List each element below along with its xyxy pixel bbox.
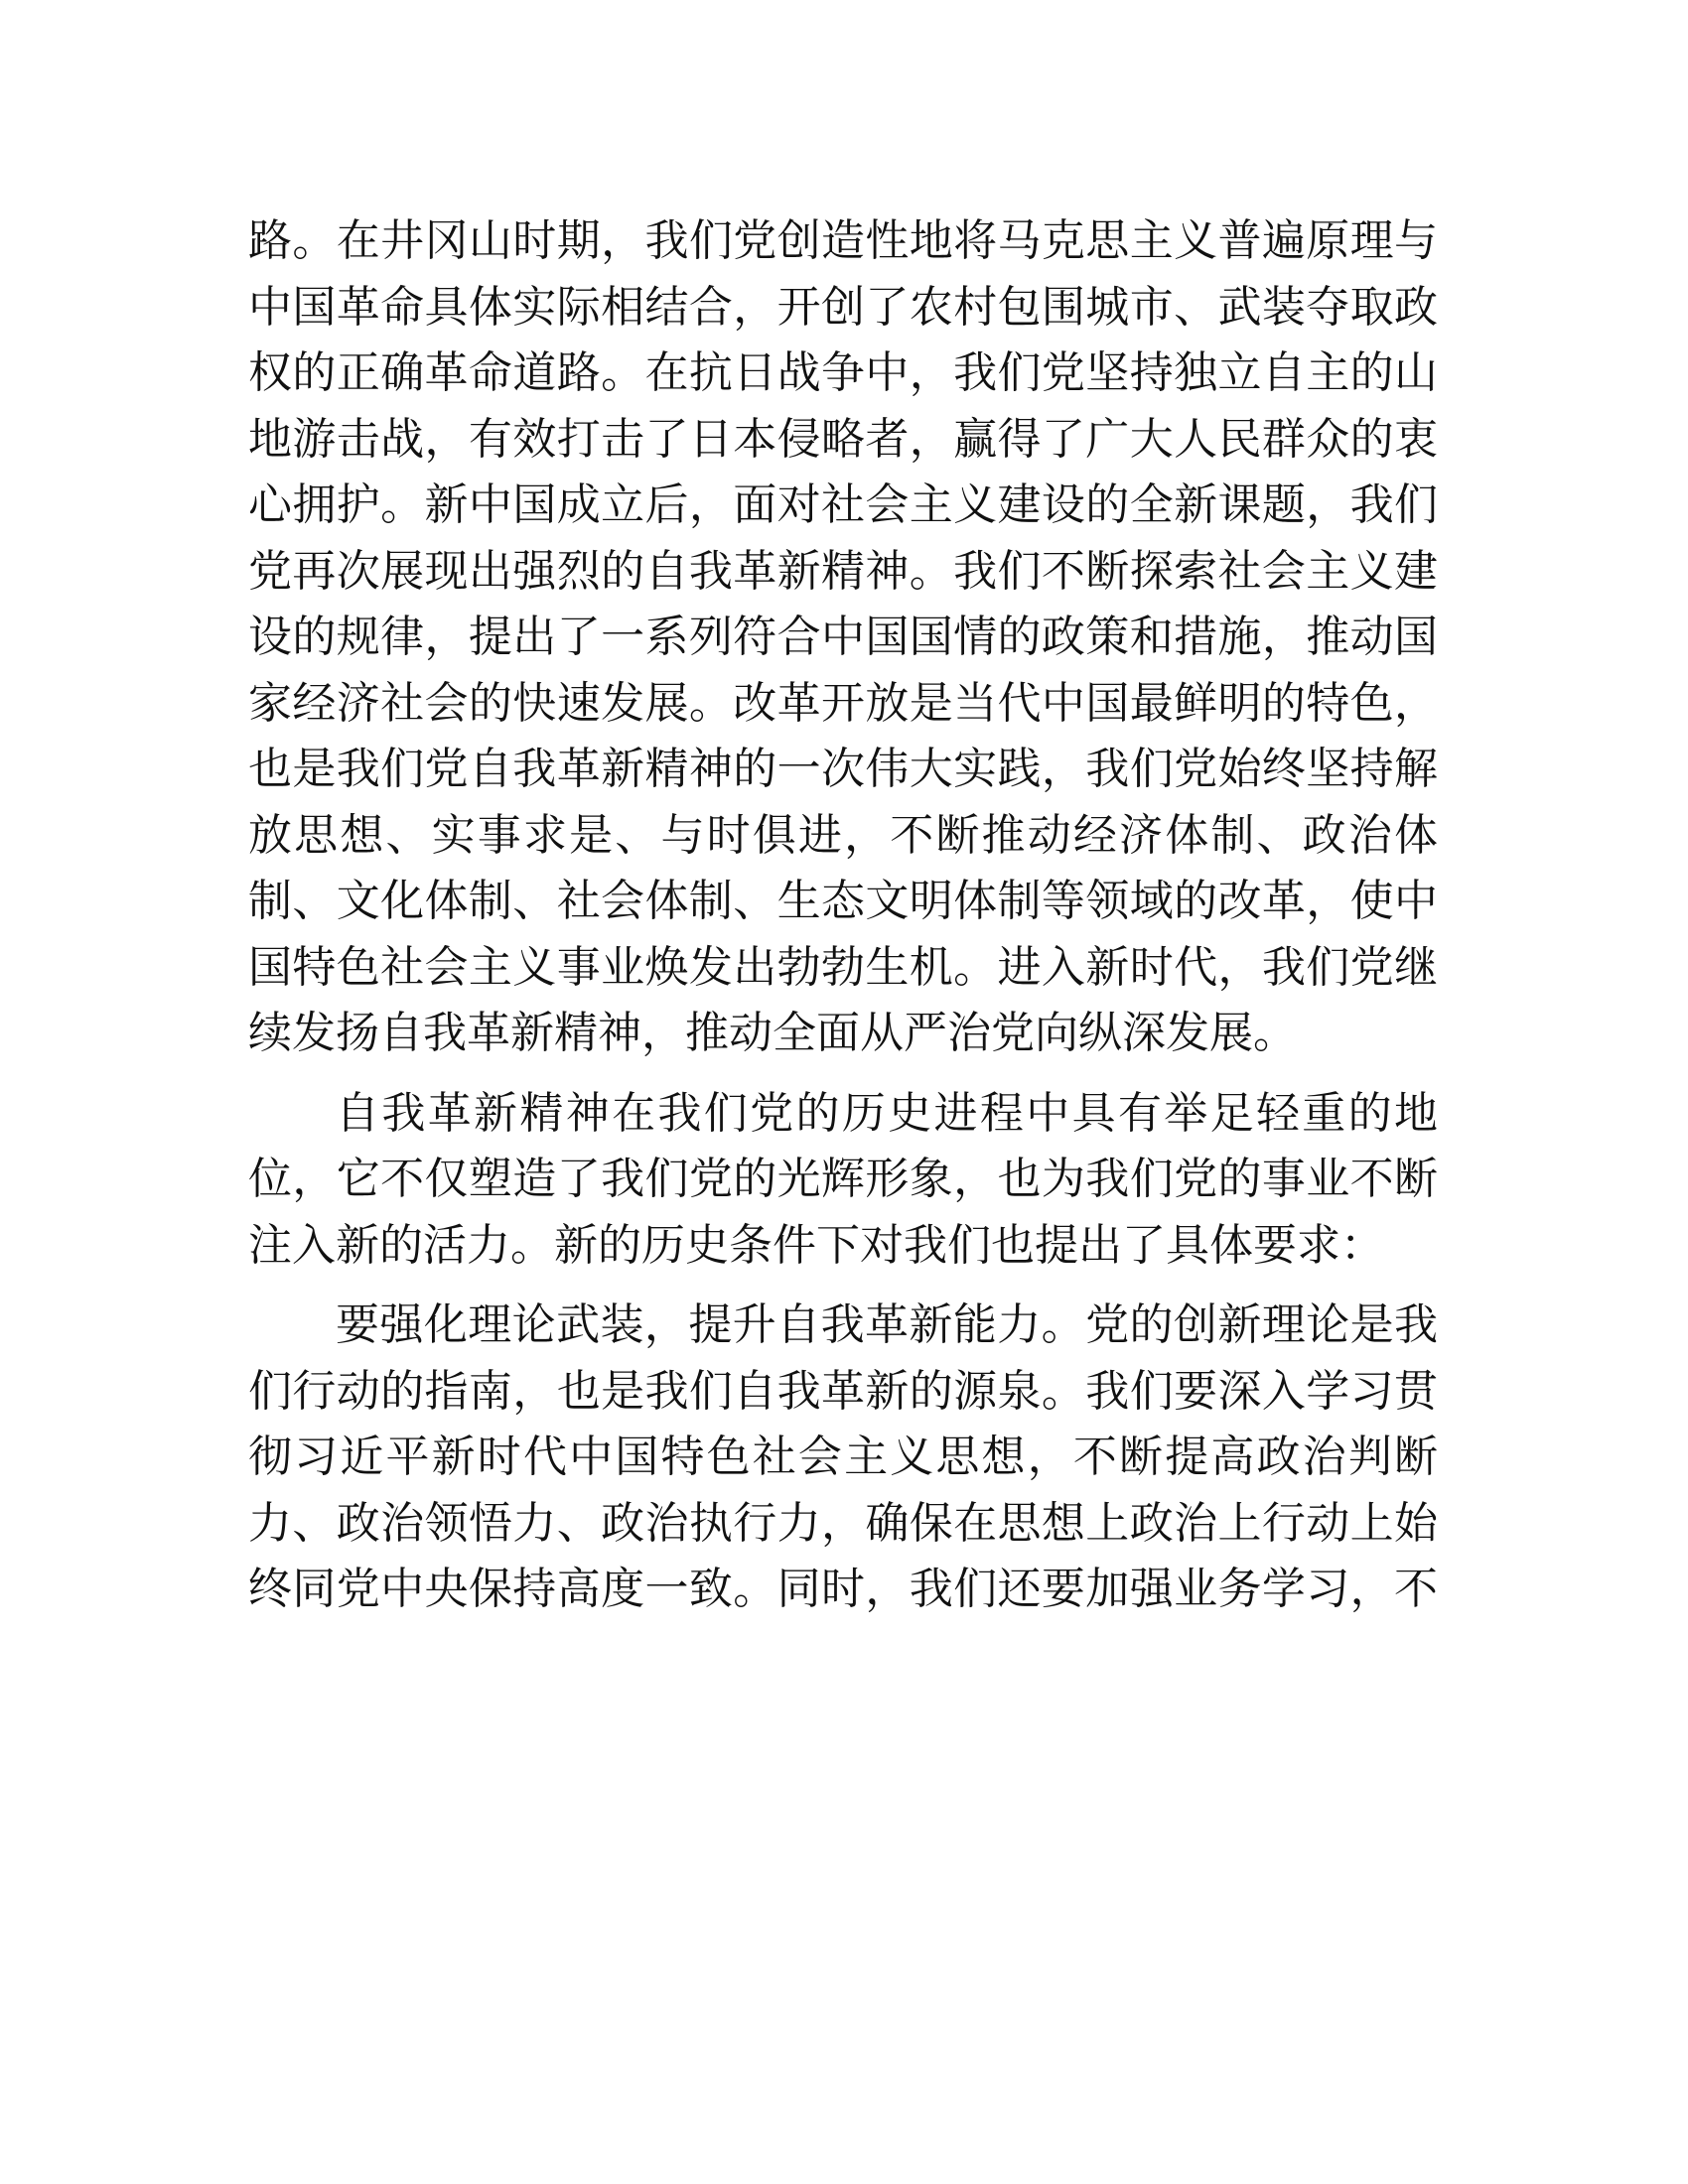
document-body [248,208,1438,1623]
text-line: 终同党中央保持高度一致。同时，我们还要加强业务学习，不 [248,1564,1438,1614]
text-line: 续发扬自我革新精神，推动全面从严治党向纵深发展。 [248,1008,1297,1058]
text-line: 放思想、实事求是、与时俱进，不断推动经济体制、政治体 [248,809,1438,861]
paragraph-spacer [248,1279,1438,1293]
paragraph-spacer [248,1067,1438,1081]
text-line: 彻习近平新时代中国特色社会主义思想，不断提高政治判断 [248,1432,1438,1482]
text-line: 地游击战，有效打击了日本侵略者，赢得了广大人民群众的衷 [248,413,1438,465]
paragraph-3 [248,1293,1438,1623]
text-line: 也是我们党自我革新精神的一次伟大实践，我们党始终坚持解 [248,744,1438,794]
text-line: 设的规律，提出了一系列符合中国国情的政策和措施，推动国 [248,612,1438,662]
text-line: 注入新的活力。新的历史条件下对我们也提出了具体要求： [248,1219,1384,1271]
text-line: 制、文化体制、社会体制、生态文明体制等领域的改革，使中 [248,876,1438,926]
text-line: 国特色社会主义事业焕发出勃勃生机。进入新时代，我们党继 [248,941,1438,993]
text-line: 中国革命具体实际相结合，开创了农村包围城市、武装夺取政 [248,281,1438,333]
text-line: 自我革新精神在我们党的历史进程中具有举足轻重的地 [336,1087,1438,1139]
text-line: 要强化理论武装，提升自我革新能力。党的创新理论是我 [336,1299,1438,1350]
text-line: 路。在井冈山时期，我们党创造性地将马克思主义普遍原理与 [248,215,1438,266]
text-line: 心拥护。新中国成立后，面对社会主义建设的全新课题，我们 [248,479,1438,530]
text-line: 党再次展现出强烈的自我革新精神。我们不断探索社会主义建 [248,545,1438,597]
paragraph-2 [248,1081,1438,1280]
paragraph-1 [248,208,1438,1067]
text-line: 力、政治领悟力、政治执行力，确保在思想上政治上行动上始 [248,1497,1438,1549]
text-line: 位，它不仅塑造了我们党的光辉形象，也为我们党的事业不断 [248,1154,1438,1204]
text-line: 家经济社会的快速发展。改革开放是当代中国最鲜明的特色， [248,677,1438,729]
text-line: 们行动的指南，也是我们自我革新的源泉。我们要深入学习贯 [248,1365,1438,1417]
text-line: 权的正确革命道路。在抗日战争中，我们党坚持独立自主的山 [248,347,1438,398]
